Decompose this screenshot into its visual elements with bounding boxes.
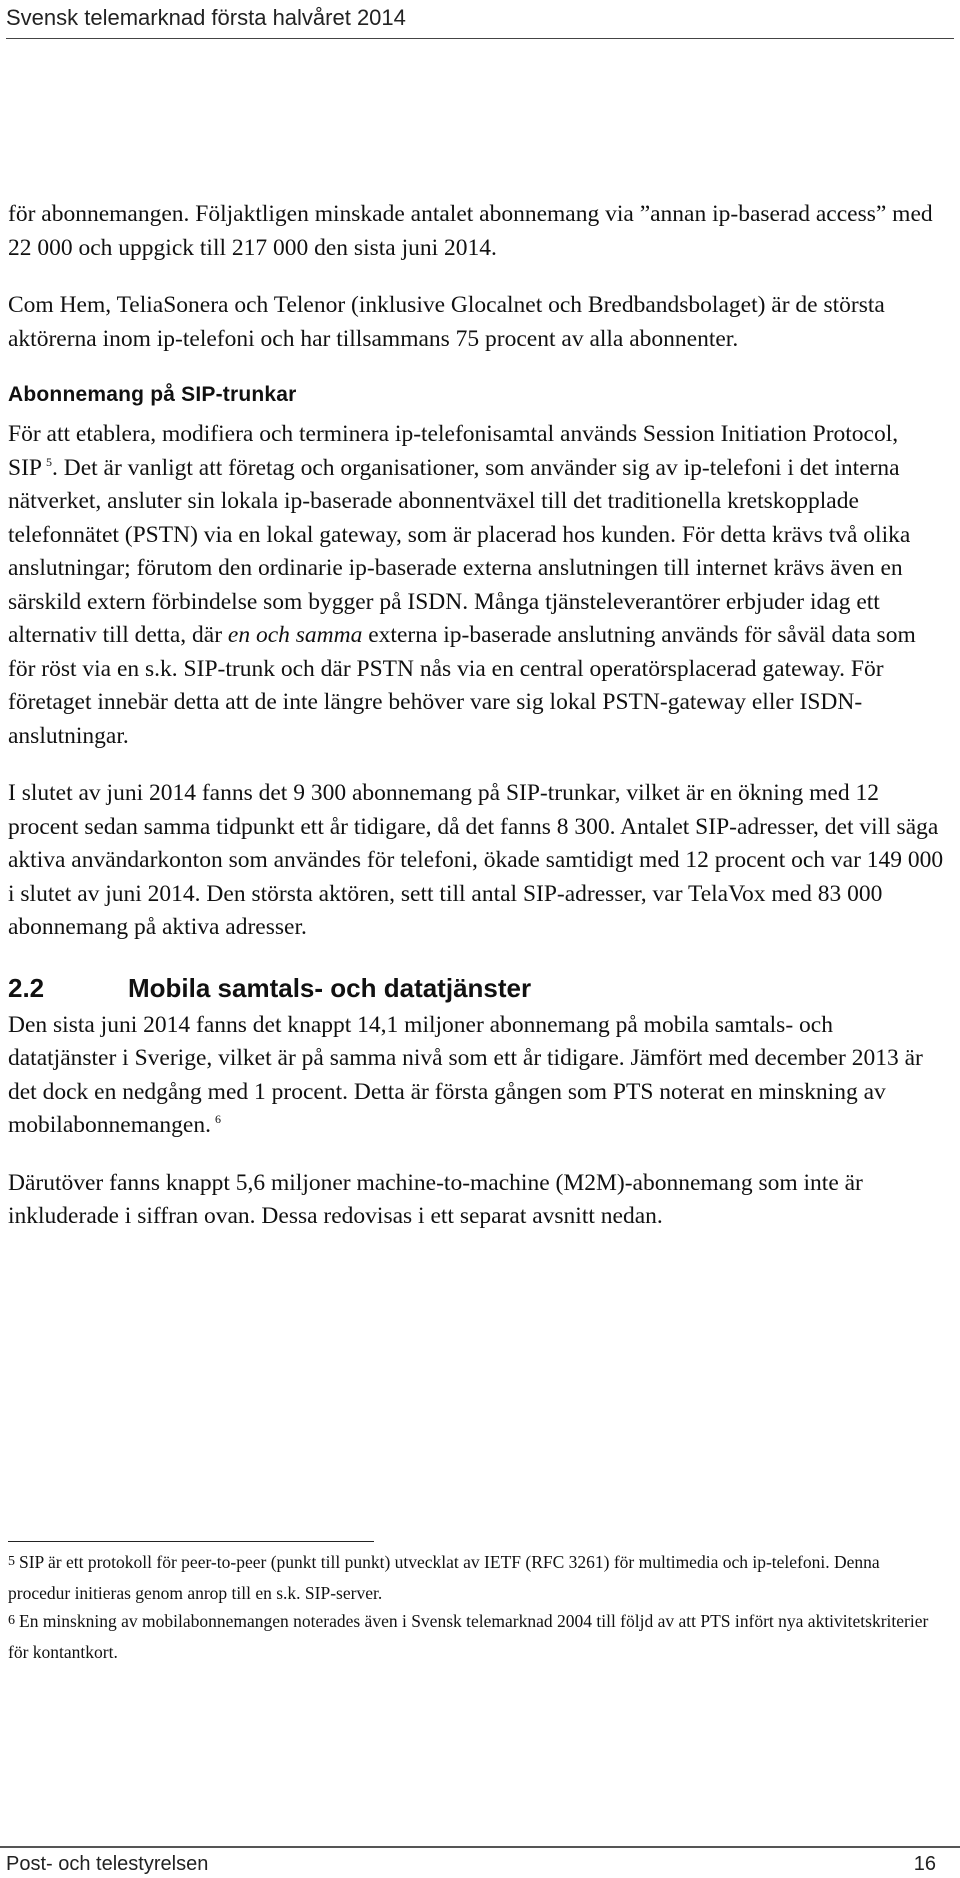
page-number: 16 — [913, 1853, 936, 1875]
footnote-ref-5: 5 — [45, 454, 52, 469]
paragraph-ip-telephony-actors: Com Hem, TeliaSonera och Telenor (inklusive Glocalnet och Bredbandsbolaget) är de största aktörerna inom ip-telefoni och har tillsammans 75 procent av alla abonnenter. — [8, 292, 885, 352]
footnote-5 — [8, 1548, 946, 1607]
paragraph-mobile-subscriptions — [8, 1009, 946, 1143]
footnote-ref-6: 6 — [214, 1112, 221, 1127]
sip-text-a: För att etablera, modifiera och terminera ip-telefonisamtal används Session Initiation Protocol, SIP — [8, 421, 899, 481]
footnote-text: En minskning av mobilabonnemangen noterades även i Svensk telemarknad 2004 till följd av att PTS infört nya aktivitetskriterier för kontantkort. — [8, 1611, 929, 1662]
paragraph-sip-statistics: I slutet av juni 2014 fanns det 9 300 abonnemang på SIP-trunkar, vilket är en ökning med 12 procent sedan samma tidpunkt ett år tidigare, då det fanns 8 300. Antalet SIP-adresser, det vill säga aktiva användarkonton som användes för telefoni, ökade samtidigt med 12 procent och var 149 000 i slutet av juni 2014. Den största aktören, sett till antal SIP-adresser, var TelaVox med 83 000 abonnemang på aktiva adresser. — [8, 780, 944, 940]
paragraph-m2m: Därutöver fanns knappt 5,6 miljoner machine-to-machine (M2M)-abonnemang som inte är inkluderade i siffran ovan. Dessa redovisas i ett separat avsnitt nedan. — [8, 1169, 863, 1229]
footnotes — [8, 1548, 946, 1666]
footnote-divider — [8, 1541, 374, 1542]
footnote-number: 6 — [8, 1613, 15, 1628]
page-footer — [0, 1846, 960, 1878]
sip-emphasis: en och samma — [227, 622, 363, 648]
page-header — [6, 0, 954, 39]
section-title: Mobila samtals- och datatjänster — [128, 972, 532, 1003]
footnote-number: 5 — [8, 1554, 15, 1569]
paragraph-sip-protocol — [8, 418, 946, 753]
footnote-text: SIP är ett protokoll för peer-to-peer (punkt till punkt) utvecklat av IETF (RFC 3261) för multimedia och ip-telefoni. Denna procedur initieras genom anrop till en s.k. SIP-server. — [8, 1552, 880, 1603]
sip-trunk-heading: Abonnemang på SIP-trunkar — [8, 383, 297, 406]
footnote-6 — [8, 1607, 946, 1666]
section-heading-2-2 — [8, 969, 946, 1007]
footer-organization: Post- och telestyrelsen — [6, 1853, 209, 1875]
main-content — [8, 198, 946, 1258]
paragraph-ip-access: för abonnemangen. Följaktligen minskade antalet abonnemang via ”annan ip-baserad access” med 22 000 och uppgick till 217 000 den sista juni 2014. — [8, 201, 933, 261]
mobile-text: Den sista juni 2014 fanns det knappt 14,1 miljoner abonnemang på mobila samtals- och datatjänster i Sverige, vilket är på samma nivå som ett år tidigare. Jämfört med december 2013 är det dock en nedgång med 1 procent. Detta är första gången som PTS noterat en minskning av mobilabonnemangen. — [8, 1011, 923, 1138]
sip-text-b: . Det är vanligt att företag och organisationer, som använder sig av ip-telefoni i det interna nätverket, ansluter sin lokala ip-baserade abonnentväxel till det traditionella kretskopplade telefonnätet (PSTN) via en lokal gateway, som är placerad hos kunden. För detta krävs två olika anslutningar; förutom den ordinarie ip-baserade externa anslutningen till internet krävs även en särskild extern förbindelse som bygger på ISDN. Många tjänsteleverantörer erbjuder idag ett alternativ till detta, där — [8, 454, 911, 648]
section-number: 2.2 — [8, 972, 45, 1003]
sip-text-c: externa ip-baserade anslutning används för såväl data som för röst via en s.k. SIP-trunk och där PSTN nås via en central operatörsplacerad gateway. För företaget innebär detta att de inte längre behöver vare sig lokal PSTN-gateway eller ISDN-anslutningar. — [8, 622, 916, 749]
header-title: Svensk telemarknad första halvåret 2014 — [6, 5, 406, 30]
